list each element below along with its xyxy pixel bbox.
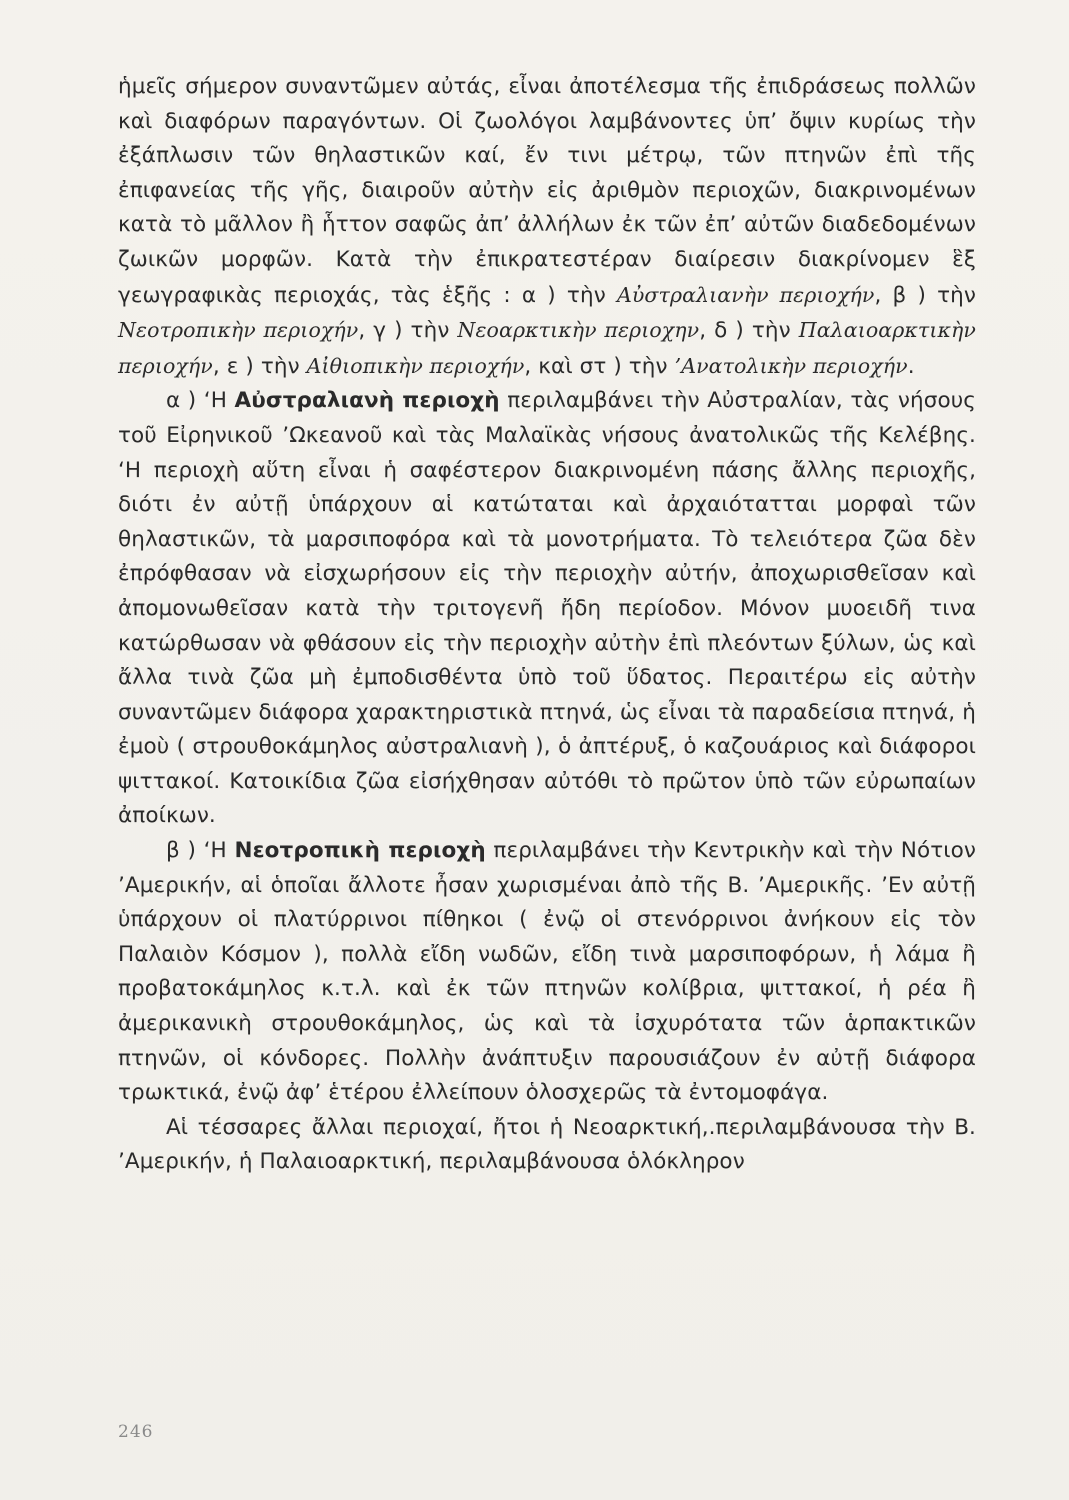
- heading-australian-region: Αὐστραλιανὴ περιοχὴ: [234, 388, 500, 414]
- paragraph-regions-intro: ἡμεῖς σήμερον συναντῶμεν αὐτάς, εἶναι ἀποτέλεσμα τῆς ἐπιδράσεως πολλῶν καὶ διαφόρων παραγόντων. Οἱ ζωολόγοι λαμβάνοντες ὑπ’ ὄψιν κυρίως τὴν ἐξάπλωσιν τῶν θηλαστικῶν καί, ἔν τινι μέτρῳ, τῶν πτηνῶν ἐπὶ τῆς ἐπιφανείας τῆς γῆς, διαιροῦν αὐτὴν εἰς ἀριθμὸν περιοχῶν, διακρινομένων κατὰ τὸ μᾶλλον ἢ ἧττον σαφῶς ἀπ’ ἀλλήλων ἐκ τῶν ἐπ’ αὐτῶν διαδεδομένων ζωικῶν μορφῶν. Κατὰ τὴν ἐπικρατεστέραν διαίρεσιν διακρίνομεν ἓξ γεωγραφικὰς περιοχάς, τὰς ἑξῆς : α ) τὴν Αὐστραλιανὴν περιοχήν, β ) τὴν Νεοτροπικὴν περιοχήν, γ ) τὴν Νεοαρκτικὴν περιοχην, δ ) τὴν Παλαιοαρκτικὴν περιοχήν, ε ) τὴν Αἰθιοπικὴν περιοχήν, καὶ στ ) τὴν ’Ανατολικὴν περιοχήν.: [118, 74, 977, 379]
- term-nearctic-region: Νεοαρκτικὴν περιοχην: [457, 318, 700, 343]
- term-palearctic-region: Παλαιοαρκτικὴν περιοχήν: [118, 318, 976, 378]
- paragraph-other-regions: Αἱ τέσσαρες ἄλλαι περιοχαί, ἤτοι ἡ Νεοαρκτική,.περιλαμβάνουσα τὴν Β. ’Αμερικήν, ἡ Παλαιοαρκτική, περιλαμβάνουσα ὁλόκληρον: [118, 1114, 976, 1175]
- paragraph-australian-region: α ) ‘Η Αὐστραλιανὴ περιοχὴ περιλαμβάνει τὴν Αὐστραλίαν, τὰς νήσους τοῦ Εἰρηνικοῦ ’Ωκεανοῦ καὶ τὰς Μαλαϊκὰς νήσους ἀνατολικῶς τῆς Κελέβης. ‘Η περιοχὴ αὕτη εἶναι ἡ σαφέστερον διακρινομένη πάσης ἄλλης περιοχῆς, διότι ἐν αὐτῇ ὑπάρχουν αἱ κατώταται καὶ ἀρχαιότατται μορφαὶ τῶν θηλαστικῶν, τὰ μαρσιποφόρα καὶ τὰ μονοτρήματα. Τὸ τελειότερα ζῶα δὲν ἐπρόφθασαν νὰ εἰσχωρήσουν εἰς τὴν περιοχὴν αὐτήν, ἀποχωρισθεῖσαν καὶ ἀπομονωθεῖσαν κατὰ τὴν τριτογενῆ ἤδη περίοδον. Μόνον μυοειδῆ τινα κατώρθωσαν νὰ φθάσουν εἰς τὴν περιοχὴν αὐτὴν ἐπὶ πλεόντων ξύλων, ὡς καὶ ἄλλα τινὰ ζῶα μὴ ἐμποδισθέντα ὑπὸ τοῦ ὕδατος. Περαιτέρω εἰς αὐτὴν συναντῶμεν διάφορα χαρακτηριστικὰ πτηνά, ὡς εἶναι τὰ παραδείσια πτηνά, ἡ ἐμοὺ ( στρουθοκάμηλος αὐστραλιανὴ ), ὁ ἀπτέρυξ, ὁ καζουάριος καὶ διάφοροι ψιττακοί. Κατοικίδια ζῶα εἰσήχθησαν αὐτόθι τὸ πρῶτον ὑπὸ τῶν εὐρωπαίων ἀποίκων.: [118, 388, 976, 829]
- term-australian-region: Αὐστραλιανὴν περιοχήν: [616, 282, 875, 307]
- term-neotropical-region: Νεοτροπικὴν περιοχήν: [118, 318, 359, 343]
- body-text: [118, 70, 976, 1180]
- page-number: 246: [118, 1422, 154, 1442]
- term-ethiopian-region: Αἰθιοπικὴν περιοχήν: [306, 353, 525, 378]
- heading-neotropical-region: Νεοτροπικὴ περιοχὴ: [234, 838, 486, 864]
- paragraph-neotropical-region: β ) ‘Η Νεοτροπικὴ περιοχὴ περιλαμβάνει τὴν Κεντρικὴν καὶ τὴν Νότιον ’Αμερικήν, αἱ ὁποῖαι ἄλλοτε ἦσαν χωρισμέναι ἀπὸ τῆς Β. ’Αμερικῆς. ’Εν αὐτῇ ὑπάρχουν οἱ πλατύρρινοι πίθηκοι ( ἐνῷ οἱ στενόρρινοι ἀνήκουν εἰς τὸν Παλαιὸν Κόσμον ), πολλὰ εἴδη νωδῶν, εἴδη τινὰ μαρσιποφόρων, ἡ λάμα ἢ προβατοκάμηλος κ.τ.λ. καὶ ἐκ τῶν πτηνῶν κολίβρια, ψιττακοί, ἡ ρέα ἢ ἀμερικανικὴ στρουθοκάμηλος, ὡς καὶ τὰ ἰσχυρότατα τῶν ἁρπακτικῶν πτηνῶν, οἱ κόνδορες. Πολλὴν ἀνάπτυξιν παρουσιάζουν ἐν αὐτῇ διάφορα τρωκτικά, ἐνῷ ἀφ’ ἑτέρου ἐλλείπουν ὁλοσχερῶς τὰ ἐντομοφάγα.: [118, 838, 976, 1106]
- term-oriental-region: ’Ανατολικὴν περιοχήν: [674, 353, 908, 378]
